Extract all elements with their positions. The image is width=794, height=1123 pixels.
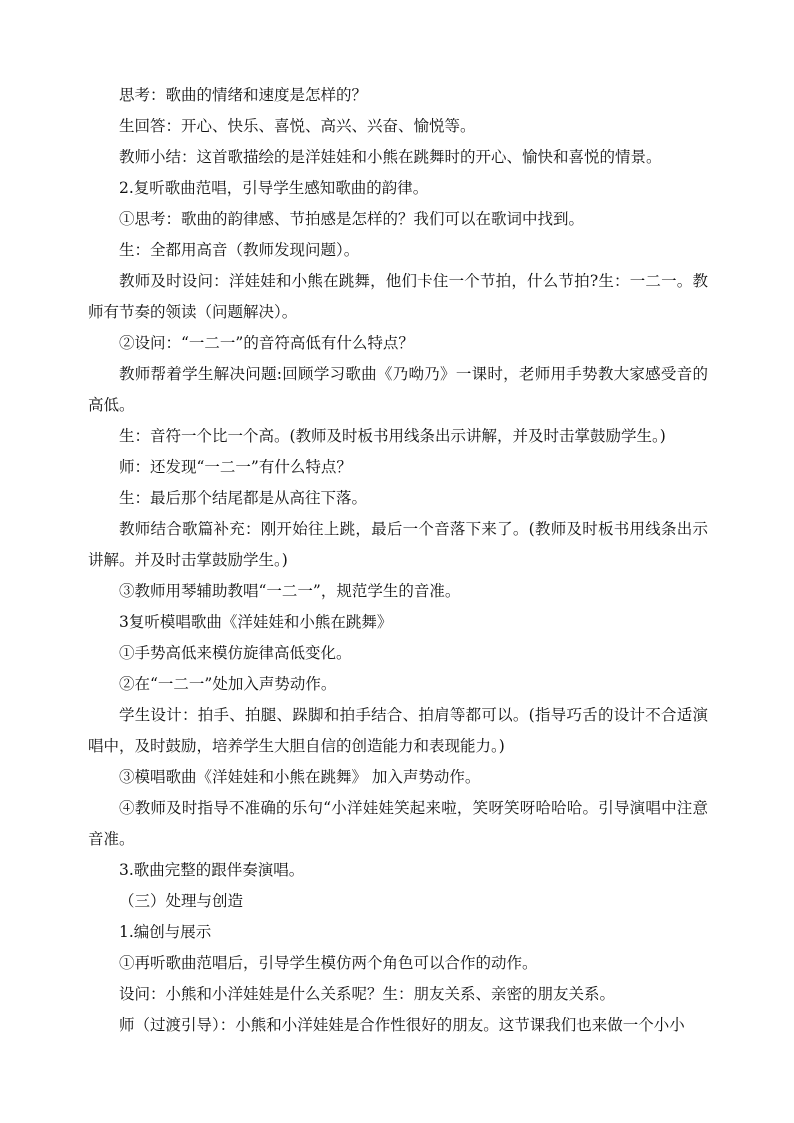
paragraph-teacher-help: 教师帮着学生解决问题:回顾学习歌曲《乃呦乃》一课时，老师用手势教大家感受音的高低。 (88, 365, 708, 414)
paragraph-piano-assist: ③教师用琴辅助教唱“一二一”，规范学生的音准。 (119, 582, 461, 600)
paragraph-full-performance: 3.歌曲完整的跟伴奏演唱。 (119, 861, 305, 879)
paragraph-thinking-question: 思考：歌曲的情绪和速度是怎样的？ (119, 86, 368, 104)
paragraph-teacher-question-beat: 教师及时设问：洋娃娃和小熊在跳舞，他们卡住一个节拍，什么节拍?生：一二一。教师有节奏的领读（问题解决）。 (88, 272, 708, 321)
paragraph-teacher-supplement: 教师结合歌篇补充：刚开始往上跳，最后一个音落下来了。(教师及时板书用线条出示讲解。并及时击掌鼓励学生。) (88, 520, 708, 569)
paragraph-student-notes-rising: 生：音符一个比一个高。(教师及时板书用线条出示讲解，并及时击掌鼓励学生。) (119, 427, 666, 445)
paragraph-teacher-further-question: 师：还发现“一二一”有什么特点？ (119, 458, 352, 476)
paragraph-relationship-question: 设问：小熊和小洋娃娃是什么关系呢？生：朋友关系、亲密的朋友关系。 (119, 985, 616, 1003)
paragraph-rhythm-question: ①思考：歌曲的韵律感、节拍感是怎样的？我们可以在歌词中找到。 (119, 210, 585, 228)
paragraph-cooperation-actions: ①再听歌曲范唱后，引导学生模仿两个角色可以合作的动作。 (119, 954, 538, 972)
paragraph-teacher-transition: 师（过渡引导）：小熊和小洋娃娃是合作性很好的朋友。这节课我们也来做一个小小 (119, 1016, 685, 1034)
paragraph-hand-gesture: ①手势高低来模仿旋律高低变化。 (119, 644, 352, 662)
paragraph-heading-create-show: 1.编创与展示 (119, 923, 212, 941)
paragraph-student-high-notes: 生：全都用高音（教师发现问题）。 (119, 241, 360, 259)
paragraph-student-answer: 生回答：开心、快乐、喜悦、高兴、兴奋、愉悦等。 (119, 117, 476, 135)
paragraph-student-design: 学生设计：拍手、拍腿、跺脚和拍手结合、拍肩等都可以。(指导巧舌的设计不合适演唱中，及时鼓励，培养学生大胆自信的创造能力和表现能力。) (88, 706, 708, 755)
paragraph-teacher-summary: 教师小结：这首歌描绘的是洋娃娃和小熊在跳舞时的开心、愉快和喜悦的情景。 (119, 148, 662, 166)
lesson-plan-body (88, 80, 708, 1041)
paragraph-body-percussion: ②在“一二一”处加入声势动作。 (119, 675, 337, 693)
paragraph-mimic-with-actions: ③模唱歌曲《洋娃娃和小熊在跳舞》 加入声势动作。 (119, 768, 481, 786)
paragraph-heading-processing-creating: （三）处理与创造 (119, 892, 244, 910)
paragraph-section-3-mimic: 3复听模唱歌曲《洋娃娃和小熊在跳舞》 (119, 613, 393, 631)
paragraph-student-ending: 生：最后那个结尾都是从高往下落。 (119, 489, 368, 507)
paragraph-correct-phrase: ④教师及时指导不准确的乐句“小洋娃娃笑起来啦，笑呀笑呀哈哈哈。引导演唱中注意音准。 (88, 799, 708, 848)
paragraph-section-2: 2.复听歌曲范唱，引导学生感知歌曲的韵律。 (119, 179, 429, 197)
paragraph-pitch-question: ②设问：“一二一”的音符高低有什么特点？ (119, 334, 414, 352)
